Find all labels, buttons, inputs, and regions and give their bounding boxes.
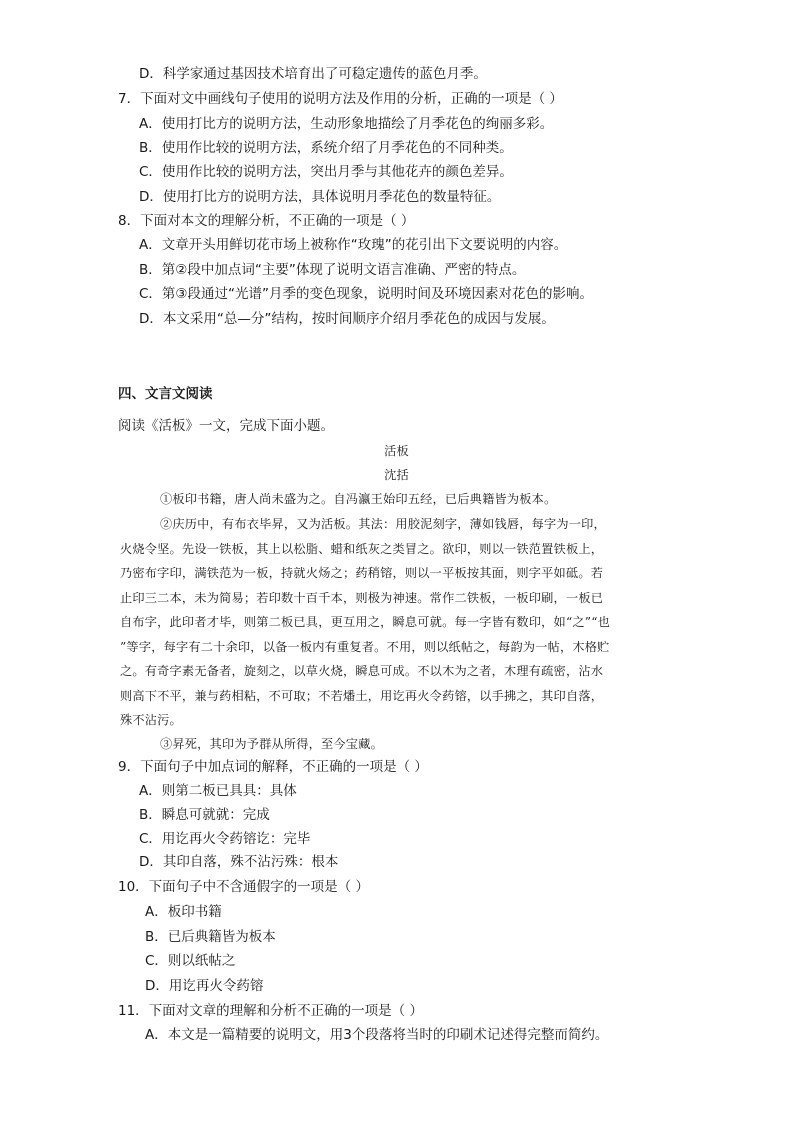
passage-line: ”等字，每字有二十余印，以备一板内有重复者。不用，则以纸帖之，每韵为一帖，木格贮 — [120, 640, 610, 654]
q10-option-d: D．用讫再火令药镕 — [145, 978, 264, 994]
passage-author: 沈括 — [384, 468, 409, 482]
q8-stem: 8．下面对本文的理解分析，不正确的一项是（ ） — [118, 213, 415, 229]
q6-option-d: D．科学家通过基因技术培育出了可稳定遗传的蓝色月季。 — [139, 66, 487, 82]
passage-line: 乃密布字印，满铁范为一板，持就火炀之；药稍镕，则以一平板按其面，则字平如砥。若 — [120, 566, 604, 580]
q9-option-a: A．则第二板已具具：具体 — [139, 783, 297, 799]
passage-paragraph-1: ①板印书籍，唐人尚未盛为之。自冯瀛王始印五经，已后典籍皆为板本。 — [160, 492, 557, 506]
q7-stem: 7．下面对文中画线句子使用的说明方法及作用的分析，正确的一项是（ ） — [118, 91, 563, 107]
q9-stem: 9．下面句子中加点词的解释，不正确的一项是（ ） — [118, 759, 428, 775]
q7-option-d: D．使用打比方的说明方法，具体说明月季花色的数量特征。 — [139, 189, 501, 205]
q11-option-a: A．本文是一篇精要的说明文，用3个段落将当时的印刷术记述得完整而简约。 — [145, 1027, 609, 1043]
q8-option-a: A．文章开头用鲜切花市场上被称作“玫瑰”的花引出下文要说明的内容。 — [139, 237, 568, 253]
q8-option-b: B．第②段中加点词“主要”体现了说明文语言准确、严密的特点。 — [139, 262, 526, 278]
q8-option-d: D．本文采用“总—分”结构，按时间顺序介绍月季花色的成因与发展。 — [139, 311, 555, 327]
passage-line: 止印三二本，未为简易；若印数十百千本，则极为神速。常作二铁板，一板印刷，一板已 — [120, 591, 604, 605]
section-intro: 阅读《活板》一文，完成下面小题。 — [118, 418, 334, 434]
q9-option-c: C．用讫再火令药镕讫：完毕 — [139, 831, 311, 847]
q10-option-b: B．已后典籍皆为板本 — [145, 929, 276, 945]
q7-option-c: C．使用作比较的说明方法，突出月季与其他花卉的颜色差异。 — [139, 164, 513, 180]
section-heading: 四、文言文阅读 — [118, 386, 213, 402]
passage-line: 殊不沾污。 — [120, 713, 182, 727]
passage-line: 火烧令坚。先设一铁板，其上以松脂、蜡和纸灰之类冒之。欲印，则以一铁范置铁板上， — [120, 542, 604, 556]
q10-option-c: C．则以纸帖之 — [145, 953, 236, 969]
q11-stem: 11．下面对文章的理解和分析不正确的一项是（ ） — [118, 1003, 423, 1019]
passage-line: ②庆历中，有布衣毕昇，又为活板。其法：用胶泥刻字，薄如钱唇，每字为一印， — [160, 517, 606, 531]
passage-line: 之。有奇字素无备者，旋刻之，以草火烧，瞬息可成。不以木为之者，木理有疏密，沾水 — [120, 664, 604, 678]
passage-title: 活板 — [384, 444, 409, 458]
q7-option-b: B．使用作比较的说明方法，系统介绍了月季花色的不同种类。 — [139, 140, 513, 156]
passage-paragraph-3: ③昇死，其印为予群从所得，至今宝藏。 — [160, 737, 383, 751]
q10-option-a: A．板印书籍 — [145, 904, 222, 920]
q7-option-a: A．使用打比方的说明方法，生动形象地描绘了月季花色的绚丽多彩。 — [139, 116, 554, 132]
q9-option-b: B．瞬息可就就：完成 — [139, 807, 270, 823]
q9-option-d: D．其印自落，殊不沾污殊：根本 — [139, 854, 339, 870]
passage-line: 则高下不平，兼与药相粘，不可取；不若燔土，用讫再火令药镕，以手拂之，其印自落， — [120, 689, 604, 703]
passage-line: 自布字，此印者才毕，则第二板已具，更互用之，瞬息可就。每一字皆有数印，如“之”“也 — [120, 615, 611, 629]
q10-stem: 10．下面句子中不含通假字的一项是（ ） — [118, 879, 369, 895]
q8-option-c: C．第③段通过“光谱”月季的变色现象，说明时间及环境因素对花色的影响。 — [139, 286, 594, 302]
